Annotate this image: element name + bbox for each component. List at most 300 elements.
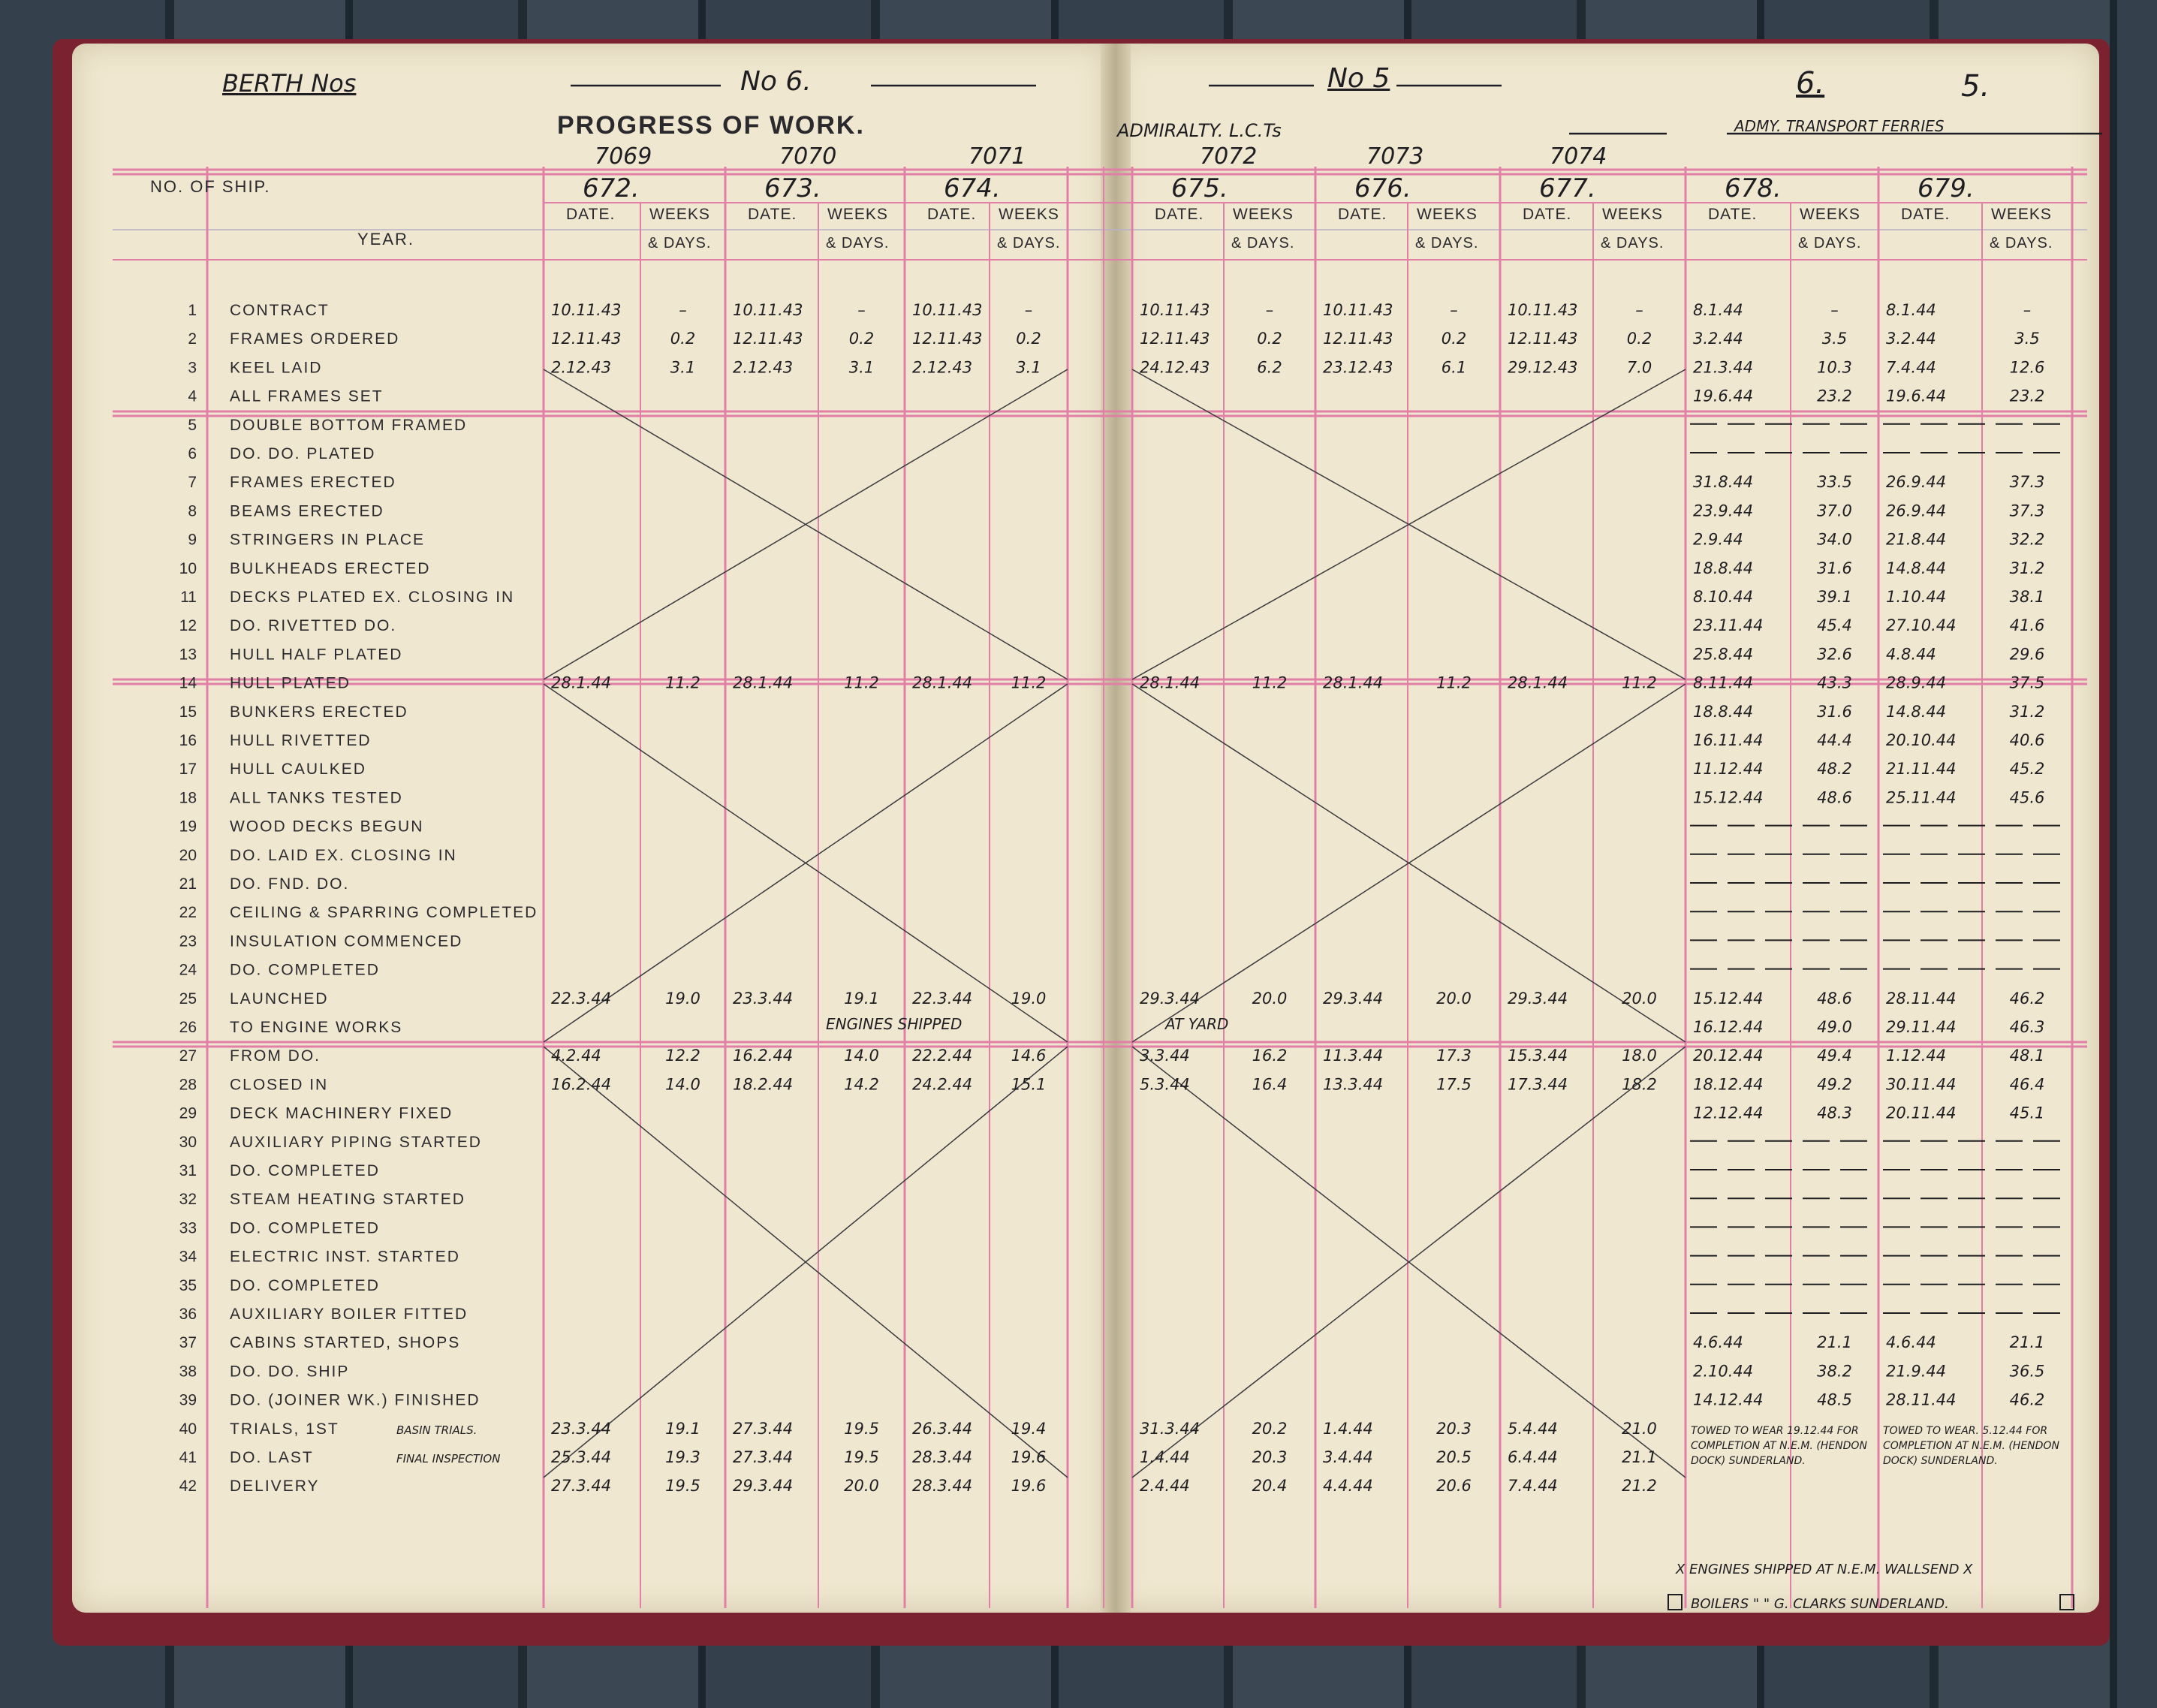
entry-date: 28.1.44 xyxy=(1508,673,1568,692)
date-header: DATE. xyxy=(566,206,616,223)
row-label: BUNKERS ERECTED xyxy=(230,703,408,721)
entry-date: 2.10.44 xyxy=(1693,1362,1754,1381)
entry-date: 5.3.44 xyxy=(1140,1075,1190,1094)
entry-date: 27.3.44 xyxy=(733,1448,794,1466)
entry-weeks: 34.0 xyxy=(1817,530,1852,549)
entry-weeks: 19.0 xyxy=(1011,989,1047,1008)
entry-weeks: 40.6 xyxy=(2009,731,2045,749)
entry-weeks: 20.3 xyxy=(1252,1448,1288,1466)
row-label: BULKHEADS ERECTED xyxy=(230,559,431,577)
days-header: & DAYS. xyxy=(1415,235,1479,252)
towed-note-678: COMPLETION AT N.E.M. (HENDON xyxy=(1691,1439,1867,1452)
entry-date: 17.3.44 xyxy=(1508,1075,1568,1094)
entry-weeks: 48.6 xyxy=(1817,989,1852,1008)
entry-date: 20.11.44 xyxy=(1886,1104,1957,1122)
entry-date: 28.1.44 xyxy=(733,673,794,692)
entry-weeks: 20.6 xyxy=(1436,1477,1472,1496)
entry-date: 28.1.44 xyxy=(551,673,612,692)
entry-date: 13.3.44 xyxy=(1323,1075,1384,1094)
entry-date: 29.3.44 xyxy=(1323,989,1384,1008)
entry-date: 18.2.44 xyxy=(733,1075,794,1094)
entry-weeks: 17.3 xyxy=(1436,1047,1472,1065)
weeks-header: WEEKS xyxy=(649,206,710,223)
entry-weeks: 18.2 xyxy=(1622,1075,1657,1094)
row-label: BEAMS ERECTED xyxy=(230,502,384,520)
entry-date: 28.1.44 xyxy=(1140,673,1201,692)
weeks-header: WEEKS xyxy=(1417,206,1478,223)
entry-date: 5.4.44 xyxy=(1508,1419,1558,1438)
page-title: PROGRESS OF WORK. xyxy=(557,111,865,140)
row-number: 31 xyxy=(179,1162,197,1179)
ship-number: 679. xyxy=(1918,173,1975,203)
entry-date: 25.11.44 xyxy=(1886,788,1957,807)
entry-weeks: 7.0 xyxy=(1626,358,1652,377)
row-number: 16 xyxy=(179,732,197,749)
days-header: & DAYS. xyxy=(1231,235,1295,252)
row-label: DO. FND. DO. xyxy=(230,875,350,893)
row-label: TO ENGINE WORKS xyxy=(230,1019,403,1036)
entry-date: 21.11.44 xyxy=(1886,760,1957,779)
entry-weeks: – xyxy=(1265,301,1274,319)
entry-weeks: – xyxy=(2023,301,2032,319)
entry-weeks: 16.4 xyxy=(1252,1075,1288,1094)
row-number: 6 xyxy=(188,445,197,462)
row-label: WOOD DECKS BEGUN xyxy=(230,818,424,836)
entry-date: 24.2.44 xyxy=(912,1075,973,1094)
entry-weeks: 23.2 xyxy=(1817,387,1852,405)
entry-weeks: 11.2 xyxy=(1011,673,1047,692)
entry-date: 16.12.44 xyxy=(1693,1018,1764,1036)
entry-weeks: 32.2 xyxy=(2009,530,2045,549)
entry-date: 22.2.44 xyxy=(912,1047,973,1065)
row-number: 1 xyxy=(188,302,197,319)
weeks-header: WEEKS xyxy=(1800,206,1860,223)
row-number: 36 xyxy=(179,1306,197,1323)
entry-weeks: 14.0 xyxy=(844,1047,879,1065)
row-label: FRAMES ERECTED xyxy=(230,474,396,492)
berth-6: 6. xyxy=(1796,66,1825,101)
row-number: 37 xyxy=(179,1334,197,1352)
entry-weeks: 48.2 xyxy=(1817,760,1852,779)
berth-label: BERTH Nos xyxy=(222,69,357,98)
entry-weeks: 44.4 xyxy=(1817,731,1852,749)
towed-note-679: DOCK) SUNDERLAND. xyxy=(1883,1454,1998,1467)
row-label: FRAMES ORDERED xyxy=(230,330,400,348)
entry-date: 21.9.44 xyxy=(1886,1362,1947,1381)
entry-date: 24.12.43 xyxy=(1140,358,1210,377)
row-number: 11 xyxy=(180,589,197,606)
entry-date: 23.3.44 xyxy=(551,1419,612,1438)
entry-weeks: 18.0 xyxy=(1622,1047,1657,1065)
entry-weeks: – xyxy=(857,301,866,319)
entry-date: 23.12.43 xyxy=(1323,358,1393,377)
entry-date: 4.2.44 xyxy=(551,1047,601,1065)
entry-weeks: 3.1 xyxy=(1016,358,1041,377)
entry-weeks: 11.2 xyxy=(1252,673,1288,692)
entry-date: 26.3.44 xyxy=(912,1419,973,1438)
row-number: 38 xyxy=(179,1363,197,1381)
row-label: DO. COMPLETED xyxy=(230,1162,380,1179)
entry-weeks: 11.2 xyxy=(1436,673,1472,692)
row-label: DO. LAID EX. CLOSING IN xyxy=(230,846,457,864)
entry-date: 18.12.44 xyxy=(1693,1075,1764,1094)
entry-weeks: 32.6 xyxy=(1817,645,1852,664)
row-label: DO. RIVETTED DO. xyxy=(230,617,397,635)
ship-number: 672. xyxy=(583,173,640,203)
group-lct: ADMIRALTY. L.C.Ts xyxy=(1117,120,1282,141)
entry-weeks: 3.5 xyxy=(2014,330,2040,348)
entry-date: 12.11.43 xyxy=(551,330,622,348)
entry-weeks: 20.5 xyxy=(1436,1448,1472,1466)
row-label: DELIVERY xyxy=(230,1478,320,1496)
weeks-header: WEEKS xyxy=(827,206,888,223)
entry-date: 4.4.44 xyxy=(1323,1477,1373,1496)
entry-weeks: – xyxy=(1830,301,1839,319)
entry-weeks: 19.6 xyxy=(1011,1448,1047,1466)
row-number: 8 xyxy=(188,502,197,520)
entry-date: 29.3.44 xyxy=(1508,989,1568,1008)
entry-date: 1.12.44 xyxy=(1886,1047,1947,1065)
entry-weeks: 10.3 xyxy=(1817,358,1852,377)
row-number: 39 xyxy=(179,1391,197,1409)
berth-no5: No 5 xyxy=(1327,63,1390,94)
entry-weeks: 20.0 xyxy=(1252,989,1288,1008)
entry-date: 10.11.43 xyxy=(1323,301,1393,319)
entry-weeks: 49.2 xyxy=(1817,1075,1852,1094)
entry-date: 10.11.43 xyxy=(551,301,622,319)
days-header: & DAYS. xyxy=(1601,235,1664,252)
entry-weeks: 45.4 xyxy=(1817,616,1852,635)
entry-date: 11.3.44 xyxy=(1323,1047,1384,1065)
yard-number: 7074 xyxy=(1550,143,1607,170)
entry-weeks: 48.5 xyxy=(1817,1390,1852,1409)
row-number: 9 xyxy=(188,531,197,549)
entry-weeks: – xyxy=(1450,301,1458,319)
entry-date: 12.11.43 xyxy=(733,330,803,348)
row-number: 33 xyxy=(179,1219,197,1237)
entry-date: 28.3.44 xyxy=(912,1448,973,1466)
ship-number: 677. xyxy=(1539,173,1596,203)
entry-date: 23.11.44 xyxy=(1693,616,1764,635)
entry-date: 10.11.43 xyxy=(1140,301,1210,319)
row-label: DO. COMPLETED xyxy=(230,961,380,979)
entry-date: 2.4.44 xyxy=(1140,1477,1190,1496)
entry-date: 2.12.43 xyxy=(551,358,612,377)
footnote-boilers: BOILERS " " G. CLARKS SUNDERLAND. xyxy=(1691,1596,1949,1612)
entry-weeks: 0.2 xyxy=(848,330,875,348)
entry-date: 16.11.44 xyxy=(1693,731,1764,749)
entry-date: 29.11.44 xyxy=(1886,1018,1957,1036)
date-header: DATE. xyxy=(1155,206,1204,223)
entry-date: 23.3.44 xyxy=(733,989,794,1008)
yard-number: 7072 xyxy=(1200,143,1258,170)
row-number: 3 xyxy=(188,359,197,377)
entry-weeks: 46.3 xyxy=(2009,1018,2045,1036)
ship-number: 676. xyxy=(1354,173,1411,203)
entry-date: 4.6.44 xyxy=(1886,1333,1936,1352)
entry-weeks: 14.2 xyxy=(844,1075,879,1094)
row-label: ALL FRAMES SET xyxy=(230,387,384,405)
entry-weeks: 3.1 xyxy=(848,358,875,377)
entry-date: 28.11.44 xyxy=(1886,1390,1957,1409)
days-header: & DAYS. xyxy=(1798,235,1862,252)
entry-weeks: 38.1 xyxy=(2009,588,2045,606)
row-label: CONTRACT xyxy=(230,302,330,319)
entry-weeks: 20.0 xyxy=(1436,989,1472,1008)
entry-date: 28.3.44 xyxy=(912,1477,973,1496)
entry-date: 2.12.43 xyxy=(733,358,794,377)
weeks-header: WEEKS xyxy=(1991,206,2052,223)
entry-weeks: 20.0 xyxy=(844,1477,879,1496)
entry-weeks: 14.0 xyxy=(665,1075,700,1094)
entry-weeks: 21.1 xyxy=(1817,1333,1852,1352)
entry-weeks: 20.4 xyxy=(1252,1477,1288,1496)
entry-weeks: 19.0 xyxy=(665,989,700,1008)
towed-note-678: DOCK) SUNDERLAND. xyxy=(1691,1454,1806,1467)
row-number: 41 xyxy=(179,1449,197,1466)
row-label: ELECTRIC INST. STARTED xyxy=(230,1248,460,1266)
entry-date: 8.10.44 xyxy=(1693,588,1754,606)
entry-weeks: 12.2 xyxy=(665,1047,700,1065)
entry-date: 12.11.43 xyxy=(1140,330,1210,348)
row-number: 17 xyxy=(179,761,197,779)
row-number: 21 xyxy=(179,875,197,893)
entry-date: 18.8.44 xyxy=(1693,559,1754,577)
row-label: DECKS PLATED EX. CLOSING IN xyxy=(230,589,515,606)
entry-weeks: 21.2 xyxy=(1622,1477,1657,1496)
row-label: LAUNCHED xyxy=(230,990,329,1008)
entry-date: 18.8.44 xyxy=(1693,702,1754,721)
row-number: 4 xyxy=(188,387,197,405)
entry-date: 3.3.44 xyxy=(1140,1047,1190,1065)
entry-date: 31.8.44 xyxy=(1693,473,1754,492)
entry-date: 7.4.44 xyxy=(1886,358,1936,377)
date-header: DATE. xyxy=(1523,206,1572,223)
entry-date: 6.4.44 xyxy=(1508,1448,1558,1466)
towed-note-679: TOWED TO WEAR. 5.12.44 FOR xyxy=(1883,1424,2048,1437)
entry-date: 19.6.44 xyxy=(1693,387,1754,405)
weeks-header: WEEKS xyxy=(1602,206,1663,223)
entry-date: 7.4.44 xyxy=(1508,1477,1558,1496)
row-label: ALL TANKS TESTED xyxy=(230,789,403,807)
row-number: 27 xyxy=(179,1047,197,1065)
entry-weeks: 37.5 xyxy=(2009,673,2045,692)
date-header: DATE. xyxy=(927,206,977,223)
row-number: 28 xyxy=(179,1076,197,1094)
entry-date: 11.12.44 xyxy=(1693,760,1764,779)
row-number: 15 xyxy=(179,703,197,721)
yard-number: 7071 xyxy=(969,143,1026,170)
entry-weeks: 19.5 xyxy=(844,1448,879,1466)
entry-date: 28.1.44 xyxy=(912,673,973,692)
ship-number: 673. xyxy=(764,173,821,203)
row-number: 20 xyxy=(179,846,197,864)
entry-weeks: 48.1 xyxy=(2009,1047,2045,1065)
row-label: DO. COMPLETED xyxy=(230,1276,380,1294)
entry-weeks: – xyxy=(679,301,687,319)
row-number: 10 xyxy=(179,559,197,577)
row-label: CABINS STARTED, SHOPS xyxy=(230,1334,461,1352)
row-label: DO. DO. PLATED xyxy=(230,445,376,462)
entry-date: 1.4.44 xyxy=(1140,1448,1190,1466)
entry-date: 8.1.44 xyxy=(1886,301,1936,319)
days-header: & DAYS. xyxy=(997,235,1061,252)
entry-weeks: 37.3 xyxy=(2009,502,2045,520)
berth-5: 5. xyxy=(1961,69,1990,104)
entry-weeks: 20.3 xyxy=(1436,1419,1472,1438)
entry-date: 12.12.44 xyxy=(1693,1104,1764,1122)
entry-weeks: 6.2 xyxy=(1257,358,1282,377)
days-header: & DAYS. xyxy=(1990,235,2053,252)
entry-weeks: 29.6 xyxy=(2009,645,2045,664)
row-label: DO. DO. SHIP xyxy=(230,1363,350,1381)
entry-weeks: 41.6 xyxy=(2009,616,2045,635)
entry-date: 26.9.44 xyxy=(1886,502,1947,520)
entry-weeks: 33.5 xyxy=(1817,473,1852,492)
entry-date: 21.8.44 xyxy=(1886,530,1947,549)
entry-date: 3.2.44 xyxy=(1693,330,1743,348)
entry-weeks: 11.2 xyxy=(665,673,700,692)
entry-date: 19.6.44 xyxy=(1886,387,1947,405)
entry-date: 30.11.44 xyxy=(1886,1075,1957,1094)
entry-weeks: 6.1 xyxy=(1441,358,1467,377)
boiler-box-icon xyxy=(1668,1595,1682,1610)
entry-weeks: 31.6 xyxy=(1817,559,1852,577)
entry-weeks: 23.2 xyxy=(2009,387,2045,405)
row-label: DOUBLE BOTTOM FRAMED xyxy=(230,416,468,434)
berth-no6: No 6. xyxy=(740,66,812,97)
yard-number: 7073 xyxy=(1366,143,1424,170)
entry-weeks: 0.2 xyxy=(1626,330,1652,348)
entry-weeks: 43.3 xyxy=(1817,673,1852,692)
entry-date: 8.11.44 xyxy=(1693,673,1754,692)
entry-weeks: 49.4 xyxy=(1817,1047,1852,1065)
entry-weeks: 21.1 xyxy=(2009,1333,2045,1352)
entry-date: 28.11.44 xyxy=(1886,989,1957,1008)
entry-date: 28.1.44 xyxy=(1323,673,1384,692)
entry-date: 2.12.43 xyxy=(912,358,973,377)
entry-date: 14.8.44 xyxy=(1886,702,1947,721)
row-label: HULL HALF PLATED xyxy=(230,646,403,664)
entry-date: 16.2.44 xyxy=(733,1047,794,1065)
entry-weeks: 3.5 xyxy=(1821,330,1848,348)
footnote-engines: X ENGINES SHIPPED AT N.E.M. WALLSEND X xyxy=(1676,1562,1973,1577)
entry-date: 27.10.44 xyxy=(1886,616,1957,635)
row-label: DO. COMPLETED xyxy=(230,1219,380,1237)
row-label: HULL CAULKED xyxy=(230,761,366,779)
entry-date: 14.8.44 xyxy=(1886,559,1947,577)
entry-weeks: 45.2 xyxy=(2009,760,2045,779)
entry-weeks: 0.2 xyxy=(1257,330,1282,348)
entry-weeks: 19.3 xyxy=(665,1448,700,1466)
row-label: AUXILIARY PIPING STARTED xyxy=(230,1133,482,1151)
entry-weeks: 12.6 xyxy=(2009,358,2045,377)
year-label: YEAR. xyxy=(357,230,415,249)
row-label: DO. LAST xyxy=(230,1449,314,1466)
entry-date: 10.11.43 xyxy=(912,301,983,319)
entry-date: 26.9.44 xyxy=(1886,473,1947,492)
entry-date: 16.2.44 xyxy=(551,1075,612,1094)
entry-date: 29.3.44 xyxy=(1140,989,1201,1008)
entry-weeks: 46.2 xyxy=(2009,1390,2045,1409)
entry-weeks: 19.4 xyxy=(1011,1419,1047,1438)
entry-weeks: 14.6 xyxy=(1011,1047,1047,1065)
row-number: 14 xyxy=(179,674,197,692)
ship-number: 674. xyxy=(944,173,1001,203)
entry-date: 27.3.44 xyxy=(733,1419,794,1438)
yard-number: 7069 xyxy=(595,143,652,170)
entry-date: 15.12.44 xyxy=(1693,989,1764,1008)
entry-date: 15.3.44 xyxy=(1508,1047,1568,1065)
entry-date: 10.11.43 xyxy=(1508,301,1578,319)
entry-weeks: 17.5 xyxy=(1436,1075,1472,1094)
entry-date: 29.3.44 xyxy=(733,1477,794,1496)
towed-note-679: COMPLETION AT N.E.M. (HENDON xyxy=(1883,1439,2059,1452)
weeks-header: WEEKS xyxy=(999,206,1059,223)
row-label: CLOSED IN xyxy=(230,1076,329,1094)
days-header: & DAYS. xyxy=(826,235,890,252)
entry-weeks: 37.3 xyxy=(2009,473,2045,492)
entry-weeks: 16.2 xyxy=(1252,1047,1288,1065)
entry-weeks: 49.0 xyxy=(1817,1018,1852,1036)
entry-date: 22.3.44 xyxy=(551,989,612,1008)
entry-weeks: 3.1 xyxy=(670,358,696,377)
basin-trials-note: BASIN TRIALS. xyxy=(396,1423,477,1437)
row-number: 19 xyxy=(179,818,197,836)
row-label: DO. (JOINER WK.) FINISHED xyxy=(230,1391,481,1409)
row-label: HULL PLATED xyxy=(230,674,351,692)
ship-number: 678. xyxy=(1725,173,1782,203)
entry-weeks: 19.5 xyxy=(844,1419,879,1438)
entry-date: 20.10.44 xyxy=(1886,731,1957,749)
no-of-ship-label: NO. OF SHIP. xyxy=(150,177,271,196)
entry-weeks: 20.2 xyxy=(1252,1419,1288,1438)
entry-weeks: 48.3 xyxy=(1817,1104,1852,1122)
row-label: HULL RIVETTED xyxy=(230,732,372,749)
entry-date: 27.3.44 xyxy=(551,1477,612,1496)
engines-shipped-note: ENGINES SHIPPED xyxy=(826,1015,963,1033)
entry-weeks: 37.0 xyxy=(1817,502,1852,520)
entry-weeks: 36.5 xyxy=(2009,1362,2045,1381)
entry-weeks: 11.2 xyxy=(844,673,879,692)
entry-weeks: 45.6 xyxy=(2009,788,2045,807)
entry-weeks: 31.6 xyxy=(1817,702,1852,721)
entry-date: 28.9.44 xyxy=(1886,673,1947,692)
row-number: 12 xyxy=(179,617,197,635)
row-number: 22 xyxy=(179,904,197,922)
row-label: DECK MACHINERY FIXED xyxy=(230,1104,453,1122)
entry-weeks: 0.2 xyxy=(1441,330,1467,348)
row-label: STRINGERS IN PLACE xyxy=(230,531,426,549)
entry-date: 29.12.43 xyxy=(1508,358,1578,377)
row-number: 42 xyxy=(179,1478,197,1496)
entry-weeks: 46.4 xyxy=(2009,1075,2045,1094)
row-number: 23 xyxy=(179,932,197,950)
row-number: 24 xyxy=(179,961,197,979)
entry-weeks: 45.1 xyxy=(2009,1104,2045,1122)
entry-date: 2.9.44 xyxy=(1693,530,1743,549)
date-header: DATE. xyxy=(748,206,797,223)
entry-date: 20.12.44 xyxy=(1693,1047,1764,1065)
row-number: 7 xyxy=(188,474,197,492)
entry-date: 25.3.44 xyxy=(551,1448,612,1466)
row-number: 26 xyxy=(179,1019,197,1036)
row-label: FROM DO. xyxy=(230,1047,321,1065)
row-number: 34 xyxy=(179,1248,197,1266)
row-label: AUXILIARY BOILER FITTED xyxy=(230,1306,468,1323)
entry-weeks: 0.2 xyxy=(1016,330,1041,348)
entry-weeks: 19.5 xyxy=(665,1477,700,1496)
